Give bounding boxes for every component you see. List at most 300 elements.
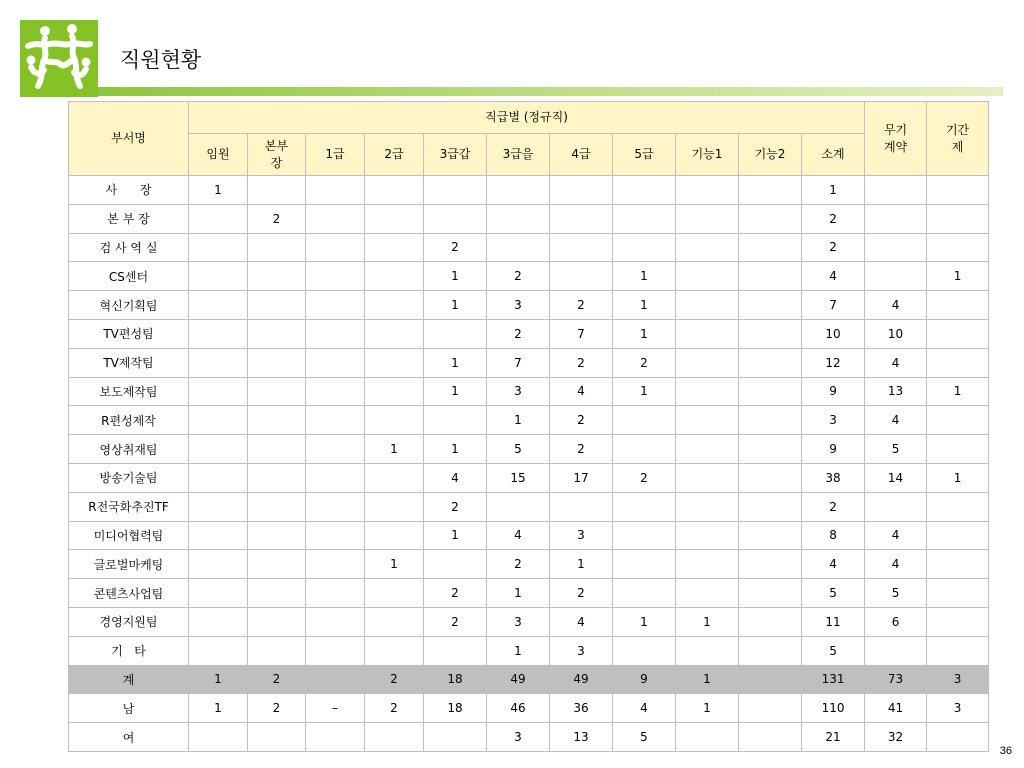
cell-indefinite-contract: 6 — [865, 607, 927, 636]
cell-executive — [189, 521, 248, 550]
department-cell: TV제작팀 — [69, 348, 189, 377]
cell-grade-5 — [613, 521, 676, 550]
header-department: 부서명 — [69, 102, 189, 176]
cell-subtotal: 38 — [802, 463, 865, 492]
header-grade-technical-1: 기능1 — [676, 134, 739, 176]
header-grade-2: 2급 — [365, 134, 424, 176]
cell-grade-5: 2 — [613, 463, 676, 492]
cell-grade-5 — [613, 233, 676, 262]
logo-icon — [20, 20, 98, 97]
cell-grade-4: 13 — [550, 723, 613, 752]
cell-fixed-term — [927, 521, 989, 550]
cell-grade-3a: 1 — [424, 435, 487, 464]
cell-grade-3b: 46 — [487, 694, 550, 723]
cell-grade-4: 7 — [550, 319, 613, 348]
department-cell: R전국화추진TF — [69, 492, 189, 521]
cell-indefinite-contract — [865, 176, 927, 205]
cell-technical-2 — [739, 377, 802, 406]
cell-grade-3b: 15 — [487, 463, 550, 492]
cell-grade-3a — [424, 406, 487, 435]
department-cell: 경영지원팀 — [69, 607, 189, 636]
header-grade-technical-2: 기능2 — [739, 134, 802, 176]
cell-grade-4: 2 — [550, 348, 613, 377]
cell-grade-1 — [306, 636, 365, 665]
cell-grade-4: 4 — [550, 377, 613, 406]
table-row — [69, 579, 989, 608]
cell-grade-3b: 1 — [487, 636, 550, 665]
cell-technical-1 — [676, 262, 739, 291]
cell-grade-3b — [487, 233, 550, 262]
cell-grade-1 — [306, 665, 365, 694]
cell-grade-5: 1 — [613, 377, 676, 406]
cell-executive — [189, 204, 248, 233]
table-row — [69, 348, 989, 377]
cell-grade-2 — [365, 262, 424, 291]
cell-executive — [189, 636, 248, 665]
cell-grade-4: 2 — [550, 406, 613, 435]
cell-grade-1 — [306, 406, 365, 435]
cell-division-head — [248, 463, 306, 492]
cell-grade-1 — [306, 233, 365, 262]
cell-grade-1 — [306, 607, 365, 636]
cell-technical-2 — [739, 694, 802, 723]
cell-grade-3a: 1 — [424, 348, 487, 377]
cell-subtotal: 5 — [802, 579, 865, 608]
cell-fixed-term — [927, 233, 989, 262]
cell-subtotal: 4 — [802, 262, 865, 291]
department-cell: 콘텐츠사업팀 — [69, 579, 189, 608]
cell-technical-1: 1 — [676, 694, 739, 723]
cell-subtotal: 5 — [802, 636, 865, 665]
cell-fixed-term: 1 — [927, 463, 989, 492]
cell-grade-2: 2 — [365, 694, 424, 723]
cell-subtotal: 2 — [802, 204, 865, 233]
cell-indefinite-contract — [865, 492, 927, 521]
cell-technical-2 — [739, 723, 802, 752]
cell-grade-2 — [365, 521, 424, 550]
cell-technical-1 — [676, 579, 739, 608]
table-row — [69, 204, 989, 233]
table-row — [69, 435, 989, 464]
cell-subtotal: 11 — [802, 607, 865, 636]
cell-grade-3b: 1 — [487, 579, 550, 608]
department-cell: 여 — [69, 723, 189, 752]
cell-grade-1 — [306, 463, 365, 492]
cell-fixed-term — [927, 550, 989, 579]
table-row — [69, 406, 989, 435]
cell-fixed-term: 3 — [927, 694, 989, 723]
cell-executive — [189, 291, 248, 320]
cell-division-head — [248, 262, 306, 291]
header-grade-5: 5급 — [613, 134, 676, 176]
cell-executive — [189, 492, 248, 521]
cell-grade-1: – — [306, 694, 365, 723]
table-header — [69, 102, 989, 176]
cell-technical-2 — [739, 406, 802, 435]
cell-grade-3b: 49 — [487, 665, 550, 694]
cell-technical-1 — [676, 204, 739, 233]
cell-division-head: 2 — [248, 665, 306, 694]
cell-indefinite-contract: 5 — [865, 579, 927, 608]
cell-grade-5 — [613, 550, 676, 579]
cell-fixed-term — [927, 607, 989, 636]
cell-grade-3a: 4 — [424, 463, 487, 492]
table-row — [69, 521, 989, 550]
cell-technical-2 — [739, 607, 802, 636]
cell-division-head — [248, 723, 306, 752]
cell-grade-4: 4 — [550, 607, 613, 636]
cell-executive — [189, 348, 248, 377]
cell-grade-3a: 1 — [424, 262, 487, 291]
cell-grade-3a: 1 — [424, 291, 487, 320]
cell-grade-1 — [306, 492, 365, 521]
table-row — [69, 550, 989, 579]
cell-grade-5: 1 — [613, 319, 676, 348]
cell-grade-2 — [365, 463, 424, 492]
cell-division-head — [248, 579, 306, 608]
cell-indefinite-contract — [865, 636, 927, 665]
cell-technical-1 — [676, 636, 739, 665]
department-cell: TV편성팀 — [69, 319, 189, 348]
department-cell: 기 타 — [69, 636, 189, 665]
table-row — [69, 492, 989, 521]
cell-executive — [189, 463, 248, 492]
cell-fixed-term — [927, 204, 989, 233]
cell-fixed-term — [927, 636, 989, 665]
cell-grade-3a — [424, 550, 487, 579]
cell-executive — [189, 319, 248, 348]
cell-indefinite-contract: 10 — [865, 319, 927, 348]
cell-grade-5: 1 — [613, 262, 676, 291]
cell-subtotal: 2 — [802, 492, 865, 521]
table-row — [69, 723, 989, 752]
cell-grade-3a: 2 — [424, 607, 487, 636]
cell-technical-1 — [676, 492, 739, 521]
cell-indefinite-contract: 4 — [865, 291, 927, 320]
department-cell: 본 부 장 — [69, 204, 189, 233]
department-cell: 사 장 — [69, 176, 189, 205]
cell-grade-4: 1 — [550, 550, 613, 579]
cell-division-head — [248, 607, 306, 636]
cell-technical-2 — [739, 176, 802, 205]
cell-division-head — [248, 348, 306, 377]
cell-indefinite-contract: 14 — [865, 463, 927, 492]
cell-division-head — [248, 291, 306, 320]
cell-grade-5 — [613, 492, 676, 521]
cell-grade-5 — [613, 636, 676, 665]
cell-executive — [189, 406, 248, 435]
cell-technical-1: 1 — [676, 665, 739, 694]
cell-division-head — [248, 521, 306, 550]
cell-grade-4 — [550, 204, 613, 233]
cell-executive — [189, 550, 248, 579]
cell-technical-1: 1 — [676, 607, 739, 636]
cell-grade-4: 17 — [550, 463, 613, 492]
table-row — [69, 377, 989, 406]
cell-division-head — [248, 406, 306, 435]
cell-grade-1 — [306, 579, 365, 608]
cell-grade-2 — [365, 291, 424, 320]
cell-technical-1 — [676, 521, 739, 550]
header-grade-3a: 3급갑 — [424, 134, 487, 176]
cell-grade-2 — [365, 492, 424, 521]
cell-grade-1 — [306, 521, 365, 550]
cell-grade-3b: 3 — [487, 607, 550, 636]
department-cell: 계 — [69, 665, 189, 694]
header-grade-executive: 임원 — [189, 134, 248, 176]
cell-technical-2 — [739, 636, 802, 665]
cell-grade-4: 2 — [550, 435, 613, 464]
cell-division-head — [248, 492, 306, 521]
cell-subtotal: 21 — [802, 723, 865, 752]
table-row — [69, 607, 989, 636]
department-cell: 보도제작팀 — [69, 377, 189, 406]
table-row — [69, 694, 989, 723]
cell-grade-2 — [365, 723, 424, 752]
cell-grade-4: 3 — [550, 636, 613, 665]
cell-grade-5: 9 — [613, 665, 676, 694]
cell-grade-1 — [306, 204, 365, 233]
slide-title: 직원현황 — [120, 48, 202, 72]
cell-grade-3a: 1 — [424, 521, 487, 550]
cell-grade-5: 4 — [613, 694, 676, 723]
cell-grade-3b: 2 — [487, 319, 550, 348]
cell-grade-4 — [550, 176, 613, 205]
cell-indefinite-contract: 32 — [865, 723, 927, 752]
cell-fixed-term: 3 — [927, 665, 989, 694]
cell-grade-3b: 2 — [487, 550, 550, 579]
cell-grade-5: 5 — [613, 723, 676, 752]
cell-grade-4: 2 — [550, 291, 613, 320]
cell-technical-2 — [739, 262, 802, 291]
cell-executive — [189, 607, 248, 636]
department-cell: 글로벌마케팅 — [69, 550, 189, 579]
cell-grade-1 — [306, 723, 365, 752]
cell-executive: 1 — [189, 176, 248, 205]
header-grade-division-head: 본부 장 — [248, 134, 306, 176]
cell-grade-3a — [424, 636, 487, 665]
department-cell: CS센터 — [69, 262, 189, 291]
cell-grade-1 — [306, 435, 365, 464]
cell-grade-4: 2 — [550, 579, 613, 608]
cell-technical-2 — [739, 550, 802, 579]
header-row-grades — [69, 134, 989, 176]
cell-technical-1 — [676, 463, 739, 492]
cell-division-head — [248, 377, 306, 406]
cell-executive: 1 — [189, 665, 248, 694]
cell-grade-3b: 2 — [487, 262, 550, 291]
cell-grade-3b — [487, 204, 550, 233]
cell-technical-1 — [676, 319, 739, 348]
header-fixed-term: 기간 제 — [927, 102, 989, 176]
cell-grade-4: 3 — [550, 521, 613, 550]
cell-grade-3b: 7 — [487, 348, 550, 377]
cell-grade-3b: 5 — [487, 435, 550, 464]
cell-technical-2 — [739, 348, 802, 377]
cell-grade-3b — [487, 492, 550, 521]
cell-grade-1 — [306, 377, 365, 406]
header-indefinite-contract: 무기 계약 — [865, 102, 927, 176]
cell-grade-5 — [613, 176, 676, 205]
cell-executive — [189, 579, 248, 608]
cell-grade-2 — [365, 233, 424, 262]
cell-grade-2 — [365, 204, 424, 233]
cell-grade-4 — [550, 492, 613, 521]
cell-division-head — [248, 233, 306, 262]
cell-indefinite-contract — [865, 262, 927, 291]
department-cell: R편성제작 — [69, 406, 189, 435]
cell-grade-3b: 3 — [487, 291, 550, 320]
cell-division-head: 2 — [248, 694, 306, 723]
cell-division-head: 2 — [248, 204, 306, 233]
cell-subtotal: 1 — [802, 176, 865, 205]
header-grade-1: 1급 — [306, 134, 365, 176]
cell-subtotal: 2 — [802, 233, 865, 262]
cell-grade-5 — [613, 204, 676, 233]
cell-technical-2 — [739, 521, 802, 550]
table-row — [69, 176, 989, 205]
cell-executive — [189, 233, 248, 262]
department-cell: 검 사 역 실 — [69, 233, 189, 262]
cell-fixed-term — [927, 348, 989, 377]
cell-grade-3a: 18 — [424, 694, 487, 723]
table-row — [69, 319, 989, 348]
table-row — [69, 463, 989, 492]
cell-technical-2 — [739, 291, 802, 320]
cell-grade-3a: 2 — [424, 579, 487, 608]
cell-fixed-term — [927, 176, 989, 205]
cell-executive: 1 — [189, 694, 248, 723]
cell-grade-3b: 1 — [487, 406, 550, 435]
header-grade-4: 4급 — [550, 134, 613, 176]
cell-subtotal: 110 — [802, 694, 865, 723]
table-row — [69, 233, 989, 262]
cell-division-head — [248, 550, 306, 579]
cell-indefinite-contract — [865, 233, 927, 262]
cell-indefinite-contract: 13 — [865, 377, 927, 406]
cell-indefinite-contract — [865, 204, 927, 233]
cell-grade-2 — [365, 406, 424, 435]
cell-indefinite-contract: 4 — [865, 550, 927, 579]
cell-fixed-term — [927, 319, 989, 348]
department-cell: 영상취재팀 — [69, 435, 189, 464]
cell-subtotal: 4 — [802, 550, 865, 579]
cell-subtotal: 12 — [802, 348, 865, 377]
cell-subtotal: 3 — [802, 406, 865, 435]
cell-grade-5 — [613, 579, 676, 608]
table-row — [69, 636, 989, 665]
cell-technical-2 — [739, 204, 802, 233]
cell-grade-2 — [365, 607, 424, 636]
cell-indefinite-contract: 73 — [865, 665, 927, 694]
cell-grade-2 — [365, 636, 424, 665]
cell-grade-3a: 18 — [424, 665, 487, 694]
cell-grade-2 — [365, 319, 424, 348]
cell-technical-2 — [739, 579, 802, 608]
cell-grade-1 — [306, 348, 365, 377]
cell-technical-1 — [676, 176, 739, 205]
cell-grade-4 — [550, 262, 613, 291]
cell-indefinite-contract: 4 — [865, 348, 927, 377]
cell-grade-4: 49 — [550, 665, 613, 694]
cell-technical-1 — [676, 406, 739, 435]
cell-technical-2 — [739, 435, 802, 464]
staff-status-table — [68, 101, 989, 752]
cell-division-head — [248, 319, 306, 348]
department-cell: 미디어협력팀 — [69, 521, 189, 550]
cell-executive — [189, 435, 248, 464]
cell-fixed-term — [927, 406, 989, 435]
cell-division-head — [248, 636, 306, 665]
table-row — [69, 665, 989, 694]
cell-grade-3a — [424, 319, 487, 348]
cell-indefinite-contract: 5 — [865, 435, 927, 464]
header-subtotal: 소계 — [802, 134, 865, 176]
cell-grade-3b: 4 — [487, 521, 550, 550]
cell-grade-5 — [613, 406, 676, 435]
cell-grade-1 — [306, 319, 365, 348]
cell-grade-5: 1 — [613, 291, 676, 320]
cell-grade-1 — [306, 176, 365, 205]
cell-grade-1 — [306, 262, 365, 291]
cell-fixed-term: 1 — [927, 262, 989, 291]
title-underline-bar — [98, 87, 1003, 96]
cell-grade-3a: 1 — [424, 377, 487, 406]
cell-grade-3a — [424, 176, 487, 205]
cell-grade-3a — [424, 204, 487, 233]
cell-subtotal: 9 — [802, 435, 865, 464]
cell-division-head — [248, 176, 306, 205]
cell-technical-1 — [676, 233, 739, 262]
cell-subtotal: 131 — [802, 665, 865, 694]
cell-grade-1 — [306, 550, 365, 579]
cell-fixed-term — [927, 435, 989, 464]
cell-subtotal: 8 — [802, 521, 865, 550]
cell-grade-5: 2 — [613, 348, 676, 377]
cell-grade-4: 36 — [550, 694, 613, 723]
cell-grade-2 — [365, 348, 424, 377]
cell-executive — [189, 723, 248, 752]
cell-grade-2: 1 — [365, 550, 424, 579]
department-cell: 남 — [69, 694, 189, 723]
cell-indefinite-contract: 4 — [865, 406, 927, 435]
cell-grade-3a — [424, 723, 487, 752]
cell-fixed-term — [927, 579, 989, 608]
header-grade-3b: 3급을 — [487, 134, 550, 176]
cell-grade-5: 1 — [613, 607, 676, 636]
cell-indefinite-contract: 41 — [865, 694, 927, 723]
header-regular-by-grade: 직급별 (정규직) — [189, 102, 865, 134]
cell-technical-1 — [676, 377, 739, 406]
cell-executive — [189, 262, 248, 291]
cell-grade-2 — [365, 176, 424, 205]
cell-technical-2 — [739, 492, 802, 521]
table-row — [69, 262, 989, 291]
cell-grade-3b — [487, 176, 550, 205]
cell-grade-2 — [365, 377, 424, 406]
cell-grade-2: 1 — [365, 435, 424, 464]
cell-division-head — [248, 435, 306, 464]
cell-grade-2 — [365, 579, 424, 608]
cell-fixed-term — [927, 723, 989, 752]
cell-technical-1 — [676, 550, 739, 579]
cell-indefinite-contract: 4 — [865, 521, 927, 550]
cell-grade-3a: 2 — [424, 492, 487, 521]
cell-technical-2 — [739, 319, 802, 348]
cell-technical-1 — [676, 291, 739, 320]
cell-technical-1 — [676, 435, 739, 464]
cell-executive — [189, 377, 248, 406]
